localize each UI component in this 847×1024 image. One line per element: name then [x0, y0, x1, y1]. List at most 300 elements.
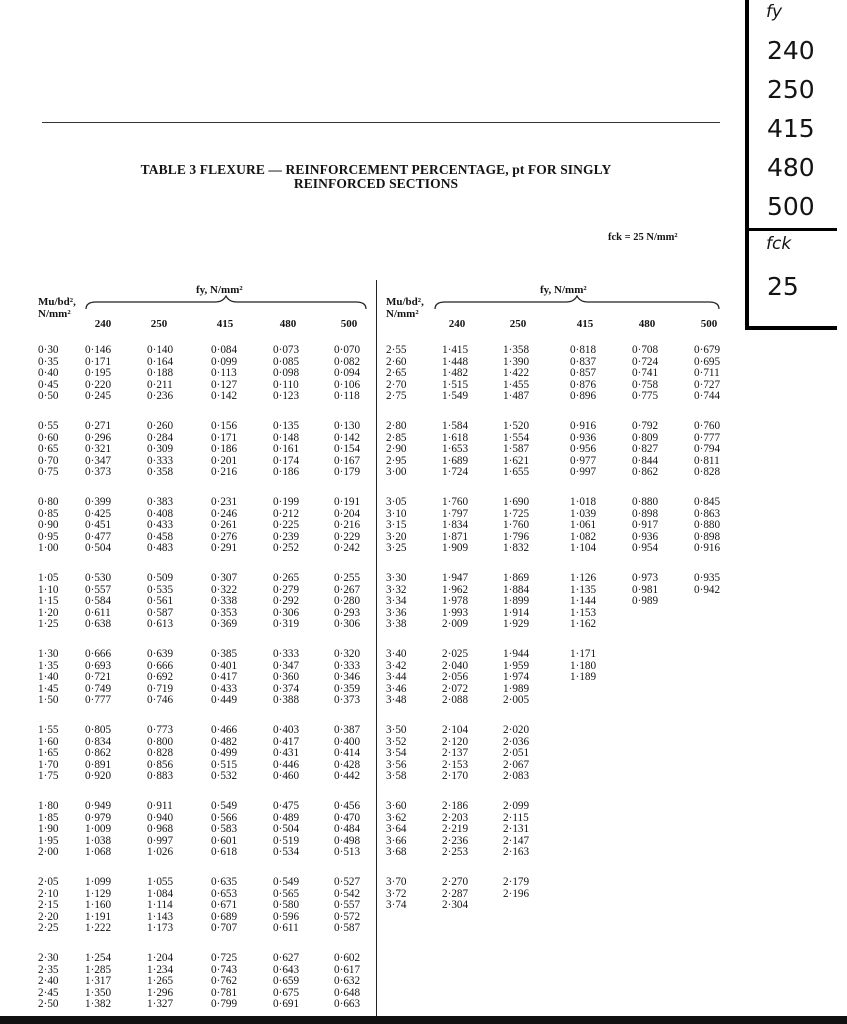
table-cell: 0·891: [85, 758, 112, 771]
row-moment-value: 1·80: [38, 800, 59, 812]
fck-note: fck = 25 N/mm²: [608, 232, 678, 243]
table-cell: 0·935: [694, 572, 721, 584]
row-moment-value: 0·60: [38, 431, 59, 444]
table-cell: 1·690: [503, 496, 530, 508]
table-cell: 0·811: [694, 454, 720, 467]
table-cell: 1·832: [503, 542, 530, 555]
table-cell: 2·304: [442, 899, 469, 912]
table-cell: 0·414: [334, 747, 361, 760]
table-cell: 0·557: [334, 899, 361, 912]
table-title: [60, 163, 692, 191]
table-cell: 0·446: [273, 758, 300, 771]
table-cell: 0·880: [694, 519, 721, 532]
table-cell: 0·880: [632, 496, 659, 508]
row-moment-value: 0·55: [38, 420, 59, 432]
table-cell: 0·399: [85, 496, 112, 508]
table-cell: 2·056: [442, 671, 469, 684]
table-cell: 0·565: [273, 887, 300, 900]
table-cell: 0·320: [334, 648, 361, 660]
table-cell: 0·306: [273, 606, 300, 619]
table-cell: 1·171: [570, 648, 597, 660]
table-cell: 0·837: [570, 355, 597, 368]
table-cell: 1·296: [147, 986, 174, 999]
table-cell: 1·655: [503, 466, 530, 479]
table-cell: 1·114: [147, 899, 173, 912]
table-cell: 2·083: [503, 770, 530, 783]
table-cell: 1·191: [85, 910, 112, 923]
table-cell: 0·186: [273, 466, 300, 479]
table-cell: 1·382: [85, 998, 112, 1011]
table-cell: 0·580: [273, 899, 300, 912]
table-cell: 0·360: [273, 671, 300, 684]
table-cell: 0·743: [211, 963, 238, 976]
row-moment-value: 3·66: [386, 834, 407, 847]
table-cell: 0·666: [85, 648, 112, 660]
table-cell: 0·484: [334, 823, 361, 836]
table-cell: 1·390: [503, 355, 530, 368]
table-cell: 2·036: [503, 735, 530, 748]
table-cell: 1·549: [442, 390, 469, 403]
row-moment-value: 1·65: [38, 747, 59, 760]
table-cell: 0·535: [147, 583, 174, 596]
table-cell: 0·689: [211, 910, 238, 923]
table-cell: 0·338: [211, 595, 238, 608]
table-cell: 2·253: [442, 846, 469, 859]
table-cell: 0·749: [85, 682, 112, 695]
table-cell: 0·306: [334, 618, 361, 631]
side-fy-value: 240: [767, 36, 815, 65]
table-cell: 0·504: [273, 823, 300, 836]
row-moment-value: 2·95: [386, 454, 407, 467]
table-cell: 2·099: [503, 800, 530, 812]
row-moment-value: 3·70: [386, 876, 407, 888]
table-cell: 0·936: [632, 530, 659, 543]
table-cell: 0·601: [211, 834, 238, 847]
table-cell: 1·689: [442, 454, 469, 467]
row-moment-value: 3·42: [386, 659, 407, 672]
row-moment-value: 1·85: [38, 811, 59, 824]
row-moment-value: 3·74: [386, 899, 407, 912]
table-cell: 1·082: [570, 530, 597, 543]
table-cell: 0·587: [334, 922, 361, 935]
table-cell: 0·549: [211, 800, 238, 812]
table-cell: 0·519: [273, 834, 300, 847]
table-cell: 1·317: [85, 975, 112, 988]
table-cell: 0·862: [632, 466, 659, 479]
table-cell: 0·417: [273, 735, 300, 748]
table-cell: 0·828: [147, 747, 174, 760]
table-cell: 0·333: [273, 648, 300, 660]
left-brace: [84, 295, 368, 311]
table-cell: 0·466: [211, 724, 238, 736]
table-cell: 0·936: [570, 431, 597, 444]
table-cell: 1·234: [147, 963, 174, 976]
table-cell: 1·104: [570, 542, 597, 555]
left-col-header: 500: [340, 318, 358, 330]
table-cell: 0·596: [273, 910, 300, 923]
table-cell: 0·146: [85, 344, 112, 356]
table-cell: 0·542: [334, 887, 361, 900]
table-cell: 1·993: [442, 606, 469, 619]
table-cell: 0·387: [334, 724, 361, 736]
table-cell: 1·947: [442, 572, 469, 584]
row-moment-value: 3·58: [386, 770, 407, 783]
table-cell: 0·973: [632, 572, 659, 584]
table-cell: 1·009: [85, 823, 112, 836]
row-moment-value: 1·90: [38, 823, 59, 836]
row-moment-value: 1·50: [38, 694, 59, 707]
row-moment-value: 3·68: [386, 846, 407, 859]
table-cell: 0·293: [334, 606, 361, 619]
table-cell: 0·800: [147, 735, 174, 748]
row-moment-value: 1·40: [38, 671, 59, 684]
table-cell: 0·449: [211, 694, 238, 707]
row-moment-value: 2·00: [38, 846, 59, 859]
row-moment-value: 2·85: [386, 431, 407, 444]
table-cell: 0·475: [273, 800, 300, 812]
row-moment-value: 3·00: [386, 466, 407, 479]
table-cell: 0·211: [147, 378, 173, 391]
table-cell: 0·383: [147, 496, 174, 508]
row-moment-value: 3·05: [386, 496, 407, 508]
right-brace: [433, 295, 721, 311]
table-cell: 0·271: [85, 420, 112, 432]
row-moment-value: 3·62: [386, 811, 407, 824]
table-cell: 1·834: [442, 519, 469, 532]
side-fy-value: 500: [767, 192, 815, 221]
table-cell: 0·679: [694, 344, 721, 356]
table-cell: 0·374: [273, 682, 300, 695]
table-cell: 1·068: [85, 846, 112, 859]
table-cell: 0·727: [694, 378, 721, 391]
table-cell: 0·186: [211, 443, 238, 456]
row-moment-value: 0·70: [38, 454, 59, 467]
table-cell: 1·760: [503, 519, 530, 532]
table-cell: 0·805: [85, 724, 112, 736]
table-cell: 0·188: [147, 367, 174, 380]
table-cell: 0·245: [85, 390, 112, 403]
table-cell: 1·061: [570, 519, 597, 532]
table-cell: 0·130: [334, 420, 361, 432]
table-cell: 0·981: [632, 583, 659, 596]
table-cell: 1·974: [503, 671, 530, 684]
table-cell: 2·040: [442, 659, 469, 672]
table-cell: 0·532: [211, 770, 238, 783]
table-cell: 0·979: [85, 811, 112, 824]
row-moment-value: 0·45: [38, 378, 59, 391]
table-cell: 2·203: [442, 811, 469, 824]
table-cell: 0·566: [211, 811, 238, 824]
table-cell: 0·451: [85, 519, 112, 532]
table-cell: 1·455: [503, 378, 530, 391]
table-cell: 0·482: [211, 735, 238, 748]
row-moment-value: 2·75: [386, 390, 407, 403]
row-moment-value: 1·35: [38, 659, 59, 672]
table-cell: 1·254: [85, 952, 112, 964]
table-cell: 0·635: [211, 876, 238, 888]
side-panel-bottom-border: [745, 326, 837, 330]
table-cell: 0·199: [273, 496, 300, 508]
table-cell: 0·401: [211, 659, 238, 672]
table-cell: 0·707: [211, 922, 238, 935]
table-cell: 0·746: [147, 694, 174, 707]
table-cell: 1·358: [503, 344, 530, 356]
table-cell: 1·415: [442, 344, 469, 356]
table-cell: 0·142: [211, 390, 238, 403]
row-moment-value: 1·70: [38, 758, 59, 771]
table-cell: 2·067: [503, 758, 530, 771]
title-line-2: REINFORCED SECTIONS: [293, 176, 459, 191]
table-cell: 1·018: [570, 496, 597, 508]
table-cell: 0·561: [147, 595, 174, 608]
table-cell: 0·212: [273, 507, 300, 520]
table-cell: 2·088: [442, 694, 469, 707]
table-cell: 1·978: [442, 595, 469, 608]
table-cell: 0·828: [694, 466, 721, 479]
table-cell: 2·196: [503, 887, 530, 900]
table-cell: 2·051: [503, 747, 530, 760]
right-col-header: 240: [448, 318, 466, 330]
table-cell: 0·773: [147, 724, 174, 736]
row-moment-value: 3·34: [386, 595, 407, 608]
table-cell: 2·005: [503, 694, 530, 707]
table-cell: 0·498: [334, 834, 361, 847]
table-cell: 0·171: [85, 355, 112, 368]
table-cell: 0·431: [273, 747, 300, 760]
table-cell: 0·675: [273, 986, 300, 999]
table-cell: 1·796: [503, 530, 530, 543]
side-panel-border: [745, 0, 749, 330]
table-cell: 2·270: [442, 876, 469, 888]
table-cell: 0·898: [694, 530, 721, 543]
table-cell: 0·530: [85, 572, 112, 584]
table-cell: 0·220: [85, 378, 112, 391]
table-cell: 0·758: [632, 378, 659, 391]
table-cell: 1·144: [570, 595, 597, 608]
table-cell: 1·909: [442, 542, 469, 555]
table-cell: 0·442: [334, 770, 361, 783]
table-cell: 0·534: [273, 846, 300, 859]
table-cell: 0·792: [632, 420, 659, 432]
row-moment-value: 1·45: [38, 682, 59, 695]
table-cell: 0·456: [334, 800, 361, 812]
table-cell: 2·186: [442, 800, 469, 812]
table-cell: 0·809: [632, 431, 659, 444]
table-cell: 1·554: [503, 431, 530, 444]
table-cell: 0·504: [85, 542, 112, 555]
table-cell: 2·120: [442, 735, 469, 748]
left-fy-header: fy, N/mm²: [196, 284, 243, 296]
table-cell: 2·236: [442, 834, 469, 847]
table-cell: 0·359: [334, 682, 361, 695]
table-cell: 1·285: [85, 963, 112, 976]
row-moment-value: 2·50: [38, 998, 59, 1011]
table-cell: 0·291: [211, 542, 238, 555]
table-cell: 0·653: [211, 887, 238, 900]
table-cell: 0·916: [694, 542, 721, 555]
table-cell: 0·942: [694, 583, 721, 596]
table-cell: 0·239: [273, 530, 300, 543]
table-cell: 0·425: [85, 507, 112, 520]
table-cell: 0·280: [334, 595, 361, 608]
table-cell: 0·470: [334, 811, 361, 824]
table-cell: 1·725: [503, 507, 530, 520]
row-moment-value: 3·30: [386, 572, 407, 584]
table-cell: 0·385: [211, 648, 238, 660]
table-cell: 0·509: [147, 572, 174, 584]
row-moment-value: 2·15: [38, 899, 59, 912]
table-cell: 0·639: [147, 648, 174, 660]
table-cell: 0·099: [211, 355, 238, 368]
table-cell: 1·482: [442, 367, 469, 380]
row-moment-value: 1·30: [38, 648, 59, 660]
table-cell: 0·617: [334, 963, 361, 976]
table-cell: 0·433: [211, 682, 238, 695]
table-cell: 0·627: [273, 952, 300, 964]
table-cell: 0·611: [85, 606, 111, 619]
row-moment-value: 1·25: [38, 618, 59, 631]
side-fy-value: 250: [767, 75, 815, 104]
table-cell: 1·173: [147, 922, 174, 935]
table-cell: 1·189: [570, 671, 597, 684]
table-cell: 0·896: [570, 390, 597, 403]
table-cell: 0·127: [211, 378, 238, 391]
row-moment-value: 0·95: [38, 530, 59, 543]
table-cell: 0·433: [147, 519, 174, 532]
row-moment-value: 0·30: [38, 344, 59, 356]
table-cell: 0·997: [570, 466, 597, 479]
table-cell: 1·618: [442, 431, 469, 444]
row-moment-value: 2·05: [38, 876, 59, 888]
table-cell: 0·549: [273, 876, 300, 888]
table-cell: 1·621: [503, 454, 530, 467]
row-moment-value: 3·25: [386, 542, 407, 555]
table-cell: 1·520: [503, 420, 530, 432]
table-cell: 0·777: [694, 431, 721, 444]
table-cell: 0·123: [273, 390, 300, 403]
table-cell: 0·954: [632, 542, 659, 555]
table-cell: 2·170: [442, 770, 469, 783]
table-cell: 0·428: [334, 758, 361, 771]
table-cell: 0·073: [273, 344, 300, 356]
table-cell: 0·154: [334, 443, 361, 456]
table-cell: 0·844: [632, 454, 659, 467]
table-cell: 0·489: [273, 811, 300, 824]
table-cell: 0·358: [147, 466, 174, 479]
table-cell: 2·009: [442, 618, 469, 631]
table-cell: 1·914: [503, 606, 530, 619]
table-cell: 0·204: [334, 507, 361, 520]
table-cell: 0·333: [334, 659, 361, 672]
table-cell: 0·458: [147, 530, 174, 543]
left-col-header: 250: [150, 318, 168, 330]
table-cell: 0·611: [273, 922, 299, 935]
table-cell: 0·319: [273, 618, 300, 631]
table-cell: 0·171: [211, 431, 238, 444]
table-cell: 0·917: [632, 519, 659, 532]
row-moment-value: 2·10: [38, 887, 59, 900]
table-cell: 1·944: [503, 648, 530, 660]
table-cell: 0·201: [211, 454, 238, 467]
row-moment-value: 3·50: [386, 724, 407, 736]
table-cell: 0·977: [570, 454, 597, 467]
table-cell: 0·515: [211, 758, 238, 771]
table-cell: 1·989: [503, 682, 530, 695]
row-moment-value: 3·32: [386, 583, 407, 596]
table-cell: 0·260: [147, 420, 174, 432]
table-cell: 1·265: [147, 975, 174, 988]
table-cell: 0·762: [211, 975, 238, 988]
table-cell: 0·082: [334, 355, 361, 368]
row-moment-value: 1·00: [38, 542, 59, 555]
table-cell: 0·195: [85, 367, 112, 380]
table-cell: 0·098: [273, 367, 300, 380]
table-cell: 0·408: [147, 507, 174, 520]
row-moment-value: 1·20: [38, 606, 59, 619]
table-cell: 0·322: [211, 583, 238, 596]
table-cell: 0·106: [334, 378, 361, 391]
table-cell: 0·968: [147, 823, 174, 836]
table-cell: 0·261: [211, 519, 238, 532]
row-moment-value: 1·60: [38, 735, 59, 748]
table-cell: 0·663: [334, 998, 361, 1011]
row-moment-value: 2·90: [386, 443, 407, 456]
table-cell: 0·695: [694, 355, 721, 368]
row-moment-value: 3·72: [386, 887, 407, 900]
table-cell: 2·147: [503, 834, 530, 847]
table-divider: [376, 280, 377, 1020]
table-cell: 0·477: [85, 530, 112, 543]
table-cell: 0·070: [334, 344, 361, 356]
table-cell: 1·929: [503, 618, 530, 631]
table-cell: 1·204: [147, 952, 174, 964]
table-cell: 1·026: [147, 846, 174, 859]
table-cell: 1·962: [442, 583, 469, 596]
table-cell: 0·898: [632, 507, 659, 520]
table-cell: 0·333: [147, 454, 174, 467]
row-moment-value: 0·35: [38, 355, 59, 368]
table-cell: 1·126: [570, 572, 597, 584]
side-fy-value: 480: [767, 153, 815, 182]
table-cell: 2·020: [503, 724, 530, 736]
side-fy-value: 415: [767, 114, 815, 143]
table-cell: 0·613: [147, 618, 174, 631]
table-cell: 0·862: [85, 747, 112, 760]
table-cell: 0·110: [273, 378, 299, 391]
table-cell: 0·279: [273, 583, 300, 596]
table-cell: 1·160: [85, 899, 112, 912]
row-moment-value: 2·80: [386, 420, 407, 432]
left-row-header: Mu/bd², N/mm²: [38, 296, 76, 320]
table-cell: 1·724: [442, 466, 469, 479]
table-cell: 0·369: [211, 618, 238, 631]
left-col-header: 240: [94, 318, 112, 330]
table-cell: 0·721: [85, 671, 112, 684]
row-moment-value: 0·85: [38, 507, 59, 520]
table-cell: 1·153: [570, 606, 597, 619]
table-cell: 0·584: [85, 595, 112, 608]
table-cell: 0·671: [211, 899, 238, 912]
table-cell: 0·834: [85, 735, 112, 748]
table-cell: 0·587: [147, 606, 174, 619]
table-cell: 0·179: [334, 466, 361, 479]
table-cell: 1·143: [147, 910, 174, 923]
top-rule: [42, 122, 720, 123]
row-moment-value: 2·70: [386, 378, 407, 391]
table-cell: 0·744: [694, 390, 721, 403]
row-moment-value: 0·50: [38, 390, 59, 403]
table-cell: 0·618: [211, 846, 238, 859]
